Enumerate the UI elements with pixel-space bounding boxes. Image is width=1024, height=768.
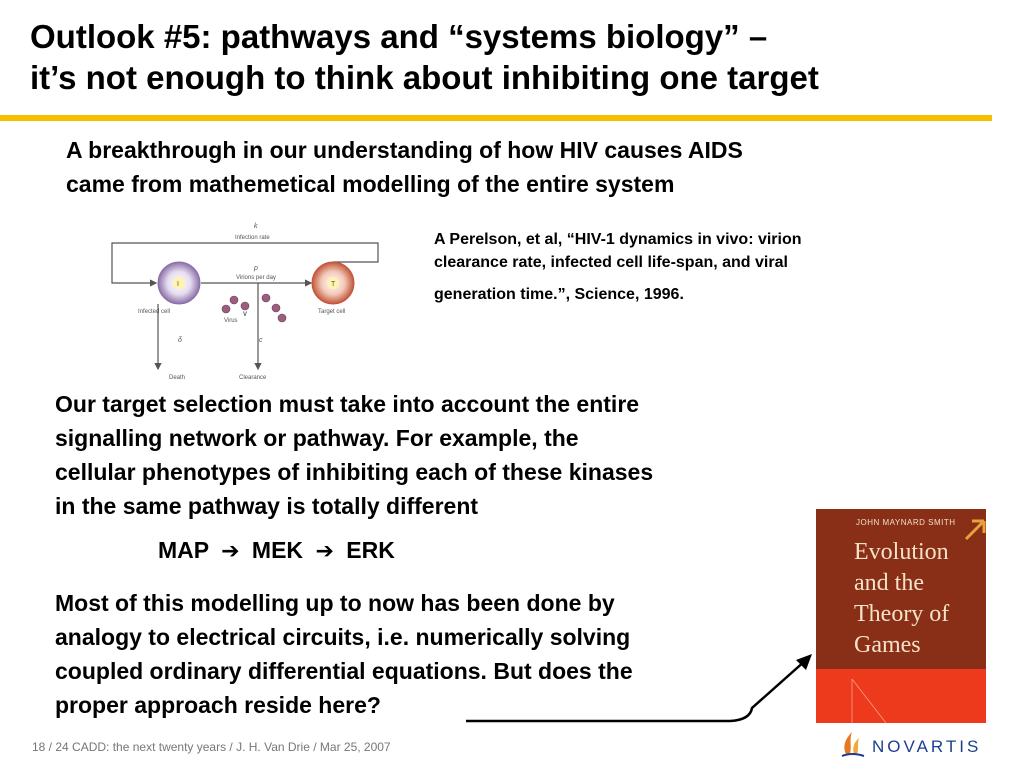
closing-line-3: coupled ordinary differential equations. But does the — [55, 658, 633, 684]
intro-paragraph — [66, 133, 946, 201]
slide-title-line-1: Outlook #5: pathways and “systems biology” – — [30, 18, 768, 55]
citation — [434, 228, 914, 306]
kinase-pathway — [158, 537, 395, 564]
target-node-label: T — [331, 281, 336, 288]
pathway-step-map: MAP — [158, 537, 209, 563]
death-label: Death — [169, 375, 186, 381]
pathway-step-mek: MEK — [251, 537, 304, 563]
citation-line-1: A Perelson, et al, “HIV-1 dynamics in vivo: virion — [434, 231, 802, 248]
c-label: c — [259, 337, 263, 344]
body-line-4: in the same pathway is totally different — [55, 493, 479, 519]
virus-label: Virus — [224, 318, 238, 324]
delta-label: δ — [178, 337, 182, 344]
k-label: k — [254, 223, 258, 230]
slide-footer: 18 / 24 CADD: the next twenty years / J. H. Van Drie / Mar 25, 2007 — [32, 740, 391, 754]
citation-line-2: clearance rate, infected cell life-span, and viral — [434, 254, 788, 271]
arrow-icon: ➔ — [221, 538, 240, 563]
closing-line-1: Most of this modelling up to now has been done by — [55, 590, 615, 616]
body-line-1: Our target selection must take into account the entire — [55, 391, 640, 417]
v-label: V — [243, 312, 248, 318]
book-title-line-4: Games — [854, 632, 921, 658]
book-title — [854, 537, 984, 661]
novartis-flame-icon — [840, 730, 866, 758]
intro-line-2: came from mathemetical modelling of the entire system — [66, 171, 675, 197]
body-paragraph — [55, 387, 815, 523]
logo-text: NOVARTIS — [872, 737, 982, 756]
pointer-arrow — [460, 650, 820, 730]
title-divider — [0, 115, 992, 121]
citation-line-3: generation time.”, Science, 1996. — [434, 286, 684, 303]
slide-title — [30, 16, 1010, 98]
target-cell-label: Target cell — [318, 309, 346, 315]
infected-node-label: I — [177, 281, 179, 288]
closing-line-4: proper approach reside here? — [55, 692, 381, 718]
book-title-line-1: Evolution — [854, 539, 949, 565]
clearance-label: Clearance — [239, 375, 267, 381]
book-title-line-2: and the — [854, 570, 924, 596]
p-label: p — [254, 265, 258, 272]
pathway-step-erk: ERK — [346, 537, 395, 563]
book-cover — [816, 509, 986, 723]
intro-line-1: A breakthrough in our understanding of how HIV causes AIDS — [66, 137, 743, 163]
body-line-2: signalling network or pathway. For example, the — [55, 425, 579, 451]
book-author: JOHN MAYNARD SMITH — [856, 518, 956, 527]
arrow-icon: ➔ — [315, 538, 334, 563]
hiv-dynamics-diagram — [108, 218, 418, 384]
book-title-line-3: Theory of — [854, 601, 950, 627]
body-line-3: cellular phenotypes of inhibiting each of these kinases — [55, 459, 654, 485]
slide-title-line-2: it’s not enough to think about inhibiting one target — [30, 59, 819, 96]
infected-cell-label: Infected cell — [138, 309, 171, 315]
infection-rate-label: Infection rate — [235, 235, 270, 241]
closing-line-2: analogy to electrical circuits, i.e. numerically solving — [55, 624, 631, 650]
virions-per-day-label: Virions per day — [236, 275, 276, 281]
